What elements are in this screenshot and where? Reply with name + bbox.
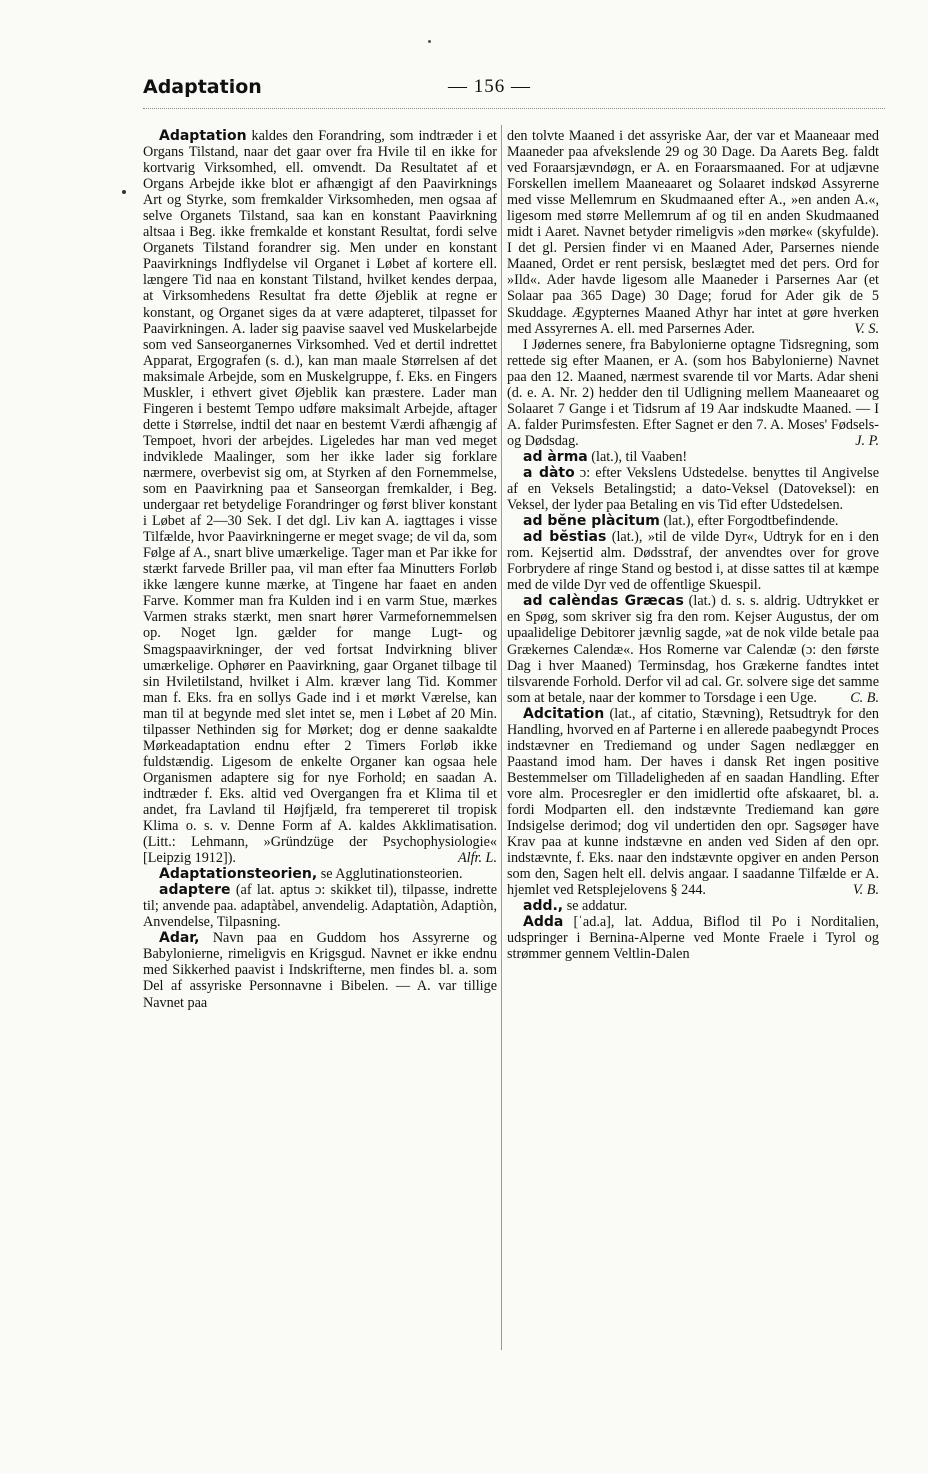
running-head xyxy=(143,76,885,102)
headword: add., xyxy=(523,898,564,915)
page-number: — 156 — xyxy=(448,76,531,97)
author-signature: J. P. xyxy=(855,432,879,449)
entry-adar-continued xyxy=(507,128,879,337)
entry-text: den tolvte Maaned i det assyriske Aar, der var et Maaneaar med Maaneder paa afvekslende 29 og 30 Dage. Da Aarets Beg. faldt ved Foraarsjævndøgn, er A. en Foraarsmaaned. For at udjævne Forskellen imellem Maaneaaret og Solaaret indskød Assyrerne med visse Mellemrum en Skudmaaned efter A., »en anden A.«, ligesom med større Mellemrum af og til en anden Skudmaaned midt i Aaret. Navnet betyder rimeligvis »den mørke« (skyfulde). I det gl. Persien finder vi en Maaned Ader, Parsernes niende Maaned, Ordet er rent persisk, beslægtet med det pers. Ord for »Ild«. Ader havde ligesom alle Maaneder i Parsernes Aar (et Solaar paa 365 Dage) 30 Dage; forud for Ader gik de 5 Skuddage. Ægypternes Maaned Athyr har intet at gøre hverken med Assyrernes A. ell. med Parsernes Ader. xyxy=(507,128,879,337)
entry-text: (lat., af citatio, Stævning), Retsudtryk for den Handling, hvorved en af Parterne i en allerede paabegyndt Proces indstævner en Trediemand og under Sagen nedlægger en Paastand imod ham. Der haves i dansk Ret ingen positive Bestemmelser om Tilladeligheden af en saadan Handling. Efter vore alm. Procesregler er den imidlertid ofte afskaaret, bl. a. fordi Modparten ell. den indstævnte Trediemand kan gøre Indsigelse derimod; dog vil undertiden den opr. Sagsøger have Krav paa at kunne indstævne en anden ved Siden af den opr. indstævnte, f. Eks. naar den indstævnte opgiver en anden Person som den, Sagen helt ell. delvis angaar. I saadanne Tilfælde er A. hjemlet ved Retsplejelovens § 244. xyxy=(507,705,879,899)
entry-text: Navn paa en Guddom hos Assyrerne og Babylonierne, rimeligvis en Krigsgud. Navnet er ikke endnu med Sikkerhed paavist i Indskrifterne, men findes bl. a. som Del af assyriske Personnavne i Bibelen. — A. var tillige Navnet paa xyxy=(143,930,497,1011)
entry-text: se Agglutinationsteorien. xyxy=(317,866,463,883)
headword: Adda xyxy=(523,914,564,931)
entry-adar xyxy=(143,930,497,1010)
entry-adda xyxy=(507,914,879,962)
entry-text: ɔ: efter Vekslens Udstedelse. benyttes til Angivelse af en Veksels Betalingstid; a dato-Veksel (Datoveksel): en Veksel, der lyder paa Betaling en vis Tid efter Udstedelsen. xyxy=(507,464,879,514)
entry-text: (lat.), efter Forgodtbefindende. xyxy=(659,513,839,530)
entry-text: (lat.), »til de vilde Dyr«, Udtryk for en i den rom. Kejsertid alm. Dødsstraf, der anvendtes over for grove Forbrydere af ringe Stand og bestod i, at disse sattes til at kæmpe med de vilde Dyr ved de offentlige Skuespil. xyxy=(507,529,879,594)
entry-text: [ˈad.a], lat. Addua, Biflod til Po i Norditalien, udspringer i Bernina-Alperne ved Monte Fraele i Tyrol og strømmer gennem Veltlin-Dalen xyxy=(507,914,879,963)
entry-ad-bestias xyxy=(507,529,879,593)
entry-text: I Jødernes senere, fra Babylonierne optagne Tidsregning, som rettede sig efter Maanen, er A. (som hos Babylonierne) Navnet paa den 12. Maaned, nærmest svarende til vor Marts. Adar sheni (d. e. A. Nr. 2) hedder den til Udligning mellem Maaneaaret og Solaaret 7 Gange i et Tidsrum af 19 Aar indskudte Maaned. — I A. falder Purimsfesten. Efter Sagnet er den 7. A. Moses' Fødsels- og Dødsdag. xyxy=(507,336,879,449)
entry-text: (af lat. aptus ɔ: skikket til), tilpasse, indrette til; anvende paa. adaptàbel, anvendelig. Adaptatiòn, Adaptiòn, Anvendelse, Tilpasning. xyxy=(143,882,497,931)
entry-adaptere xyxy=(143,882,497,930)
headword: a dàto xyxy=(523,464,575,481)
entry-text: kaldes den Forandring, som indtræder i et Organs Tilstand, naar det gaar over fra Hvile til en ikke for kortvarig Virksomhed, ell. omvendt. Da Resultatet af et Organs Arbejde ikke blot er afhængigt af den Paavirknings Art og Styrke, som fremkalder Virksomheden, men ogsaa af selve Organets Tilstand, saa kan en konstant Paavirkning altsaa i Beg. ikke fremkalde et konstant Resultat, fordi selve Organets Tilstand forandrer sig. Men under en konstant Paavirknings Indflydelse vil Organet i Løbet af kortere ell. længere Tid naa en konstant Tilstand, hvilket kendes derpaa, at Virksomhedens Resultat fra dette Øjeblik at regne er konstant, og Organet siges da at være adapteret, tilpasset for Paavirkningen. A. lader sig paavise saavel ved Muskelarbejde som ved Sanseorganernes Virksomhed. Ved et dertil indrettet Apparat, Ergografen (s. d.), kan man maale Størrelsen af det maksimale Arbejde, som en Muskelgruppe, f. Eks. en Fingers Muskler, i ethvert givet Øjeblik kan præstere. Lader man Fingeren i bestemt Tempo udføre maksimalt Arbejde, aftager dette i Størrelse, indtil det naar en bestemt Værdi afhængig af Tempoet, hvori der arbejdes. Ligeledes har man ved meget indviklede Maalinger, som her ikke lader sig forklare nærmere, overbevist sig om, at Styrken af den Fornemmelse, som en Paavirkning paa et Sanseorgan fremkalder, i Beg. undergaar ret betydelige Forandringer og først bliver konstant i Løbet af 2—30 Sek. I det dgl. Liv kan A. iagttages i visse Tilfælde, hvor Paavirkningerne er meget svage; de vil da, som Følge af A., snart blive umærkelige. Tager man et Par ikke for stærkt farvede Briller paa, vil man efter faa Minutters Forløb ikke længere kunne mærke, at Tingene har faaet en anden Farve. Kommer man fra Kulden ind i en varm Stue, mærkes Varmen straks stærkt, men snart hører Varmefornemmelsen op. Noget lgn. gælder for mange Lugt- og Smagspaavirkninger, der ved fortsat Indvirkning bliver umærkelige. Ophører en Paavirkning, gaar Organet tilbage til sin Hviletilstand, hvilket i Alm. kræver lang Tid. Kommer man f. Eks. fra en sollys Gade ind i et mørkt Værelse, kan man til at begynde med slet intet se, men i Løbet af 20 Min. tilpasser Nethinden sig for Mørket; dog er denne saakaldte Mørkeadaptation endnu efter 2 Timers Forløb ikke fuldstændig. Ligesom de enkelte Organer kan ogsaa hele Organismen adaptere sig for nye Forhold; en saadan A. indtræder f. Eks. altid ved Overgangen fra et Klima til et andet, fra Lavland til Højfjæld, fra tempereret til tropisk Klima o. s. v. Denne Form af A. kaldes Akklimatisation. (Litt.: Lehmann, »Gründzüge der Psychophysiologie« [Leipzig 1912]). xyxy=(143,128,497,867)
right-column xyxy=(507,128,879,962)
headword: ad calèndas Græcas xyxy=(523,593,684,610)
headword: ad bĕstias xyxy=(523,529,607,546)
entry-ad-bene-placitum xyxy=(507,513,879,529)
headword: ad bĕne plàcitum xyxy=(523,513,660,530)
author-signature: V. S. xyxy=(854,320,879,337)
scan-speck xyxy=(428,40,431,43)
entry-adcitation xyxy=(507,706,879,899)
running-head-title: Adaptation xyxy=(143,76,262,98)
header-rule xyxy=(143,108,885,109)
column-divider xyxy=(501,125,502,1350)
author-signature: C. B. xyxy=(850,689,879,706)
entry-ad-arma xyxy=(507,449,879,465)
headword: ad àrma xyxy=(523,448,588,465)
entry-adar-jewish xyxy=(507,337,879,449)
entry-add xyxy=(507,898,879,914)
headword: Adcitation xyxy=(523,705,605,722)
entry-adaptationsteorien xyxy=(143,866,497,882)
left-column xyxy=(143,128,497,1011)
headword: Adaptation xyxy=(159,128,247,144)
entry-adaptation xyxy=(143,128,497,866)
entry-a-dato xyxy=(507,465,879,513)
headword: Adaptationsteorien, xyxy=(159,866,318,883)
headword: adaptere xyxy=(159,882,231,899)
entry-ad-calendas-graecas xyxy=(507,593,879,705)
entry-text: se addatur. xyxy=(563,898,628,915)
headword: Adar, xyxy=(159,930,200,947)
entry-text: (lat.), til Vaaben! xyxy=(587,448,688,465)
author-signature: Alfr. L. xyxy=(457,850,497,867)
entry-text: (lat.) d. s. s. aldrig. Udtrykket er en Spøg, som skriver sig fra den rom. Kejser Augustus, der om upaalidelige Debitorer jævnlig sagde, »at de nok vilde betale paa Grækernes Calendæ«. Hos Romerne var Calendæ (ɔ: den første Dag i hver Maaned) Terminsdag, hos Grækerne fandtes intet tilsvarende Forhold. Derfor vil ad cal. Gr. solvere sige det samme som at betale, naar der kommer to Torsdage i een Uge. xyxy=(507,593,880,706)
author-signature: V. B. xyxy=(852,882,879,899)
scan-speck xyxy=(122,190,126,194)
